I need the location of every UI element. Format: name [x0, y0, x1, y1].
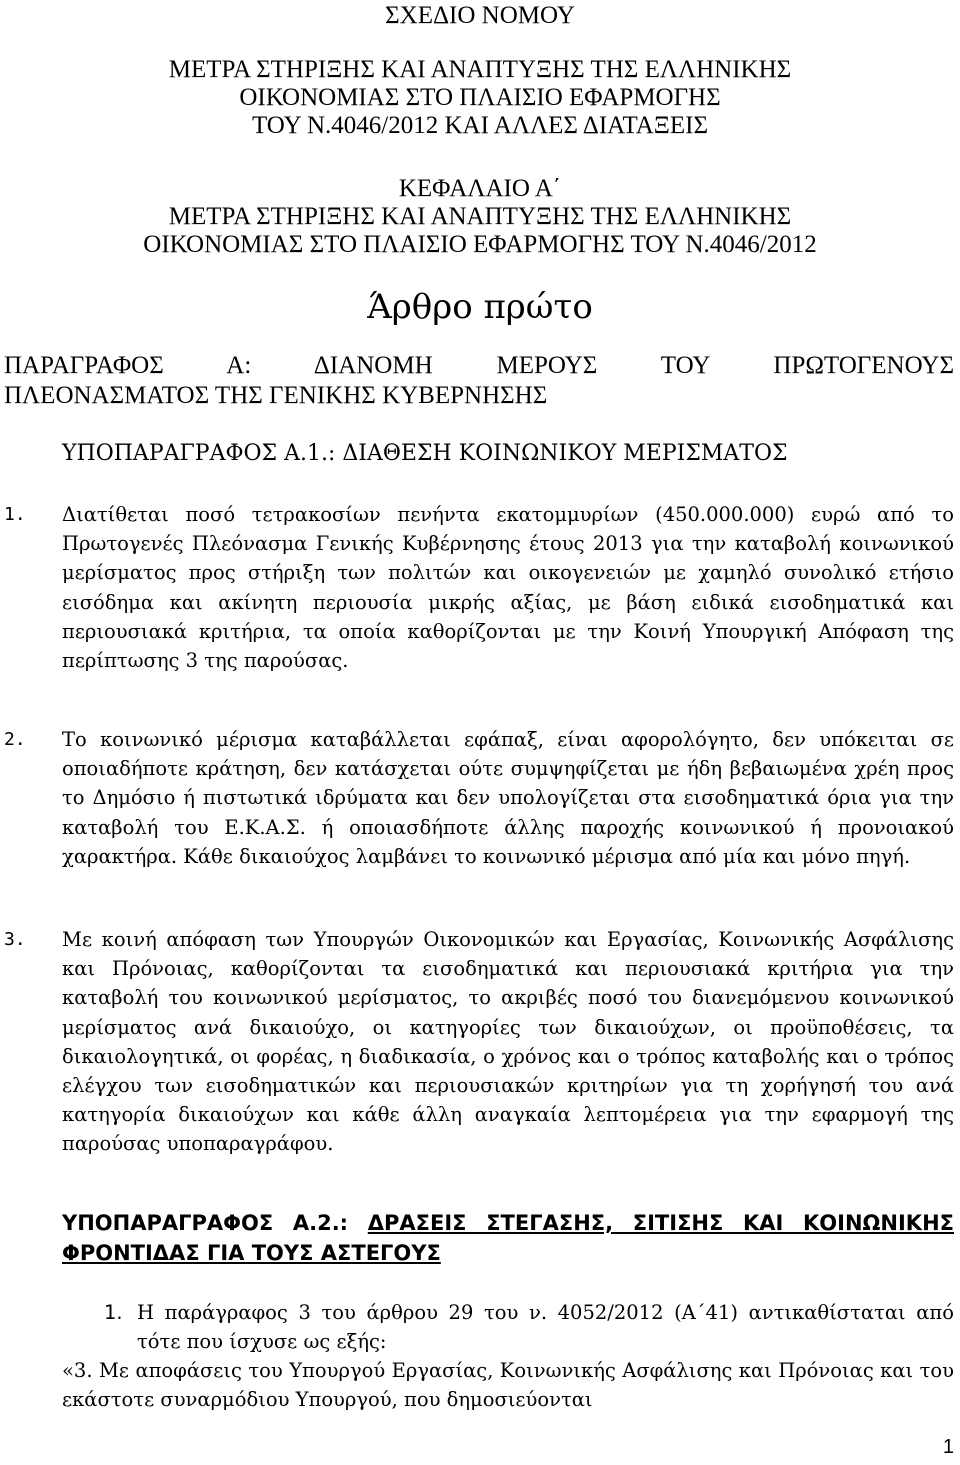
item-text: Το κοινωνικό μέρισμα καταβάλλεται εφάπαξ, είναι αφορολόγητο, δεν υπόκειται σε οποιαδήποτε κράτηση, δεν κατάσχεται ούτε συμψηφίζεται με ήδη βεβαιωμένα χρέη προς το Δημόσιο ή πιστωτικά ιδρύματα και δεν υπολογίζεται στα εισοδηματικά όρια για την καταβολή του Ε.Κ.Α.Σ. ή οποιασδήποτε άλλης παροχής κοινωνικού ή προνοιακού χαρακτήρα. Κάθε δικαιούχος λαμβάνει το κοινωνικό μέρισμα από μία και μόνο πηγή.	[62, 728, 954, 868]
item-text: Με κοινή απόφαση των Υπουργών Οικονομικών και Εργασίας, Κοινωνικής Ασφάλισης και Πρόνοιας, καθορίζονται τα εισοδηματικά και περιουσιακά κριτήρια για την καταβολή του κοινωνικού μερίσματος, το ακριβές ποσό του διανεμόμενου κοινωνικού μερίσματος ανά δικαιούχο, οι κατηγορίες των δικαιούχων, οι προϋποθέσεις, τα δικαιολογητικά, οι φορέας, η διαδικασία, ο χρόνος και ο τρόπος καταβολής και ο τρόπος ελέγχου των εισοδηματικών και περιουσιακών κριτηρίων για τη χορήγησή του ανά κατηγορία δικαιούχων και κάθε άλλη αναγκαία λεπτομέρεια για την εφαρμογή της παρούσας υποπαραγράφου.	[62, 928, 954, 1156]
law-title	[60, 56, 900, 140]
chapter-line: ΚΕΦΑΛΑΙΟ Α΄	[398, 175, 562, 202]
subparagraph-heading	[62, 1208, 954, 1268]
list-item	[4, 725, 954, 871]
paragraph-heading	[4, 351, 954, 411]
quoted-text: «3. Με αποφάσεις του Υπουργού Εργασίας, Κοινωνικής Ασφάλισης και Πρόνοιας και του εκάστοτε συναρμόδιου Υπουργού, που δημοσιεύονται	[62, 1359, 954, 1412]
item-number: 3.	[4, 929, 26, 950]
law-title-line: ΟΙΚΟΝΟΜΙΑΣ ΣΤΟ ΠΛΑΙΣΙΟ ΕΦΑΡΜΟΓΗΣ	[239, 84, 721, 111]
paragraph-heading-line: ΠΛΕΟΝΑΣΜΑΤΟΣ ΤΗΣ ΓΕΝΙΚΗΣ ΚΥΒΕΡΝΗΣΗΣ	[4, 382, 548, 409]
chapter-line: ΟΙΚΟΝΟΜΙΑΣ ΣΤΟ ΠΛΑΙΣΙΟ ΕΦΑΡΜΟΓΗΣ ΤΟΥ Ν.4046/2012	[143, 231, 817, 258]
list-item	[4, 500, 954, 675]
subparagraph-prefix: ΥΠΟΠΑΡΑΓΡΑΦΟΣ Α.2.:	[62, 1211, 368, 1235]
item-number: 1.	[104, 1301, 123, 1324]
law-title-line: ΜΕΤΡΑ ΣΤΗΡΙΞΗΣ ΚΑΙ ΑΝΑΠΤΥΞΗΣ ΤΗΣ ΕΛΛΗΝΙΚΗΣ	[168, 56, 792, 83]
chapter-line: ΜΕΤΡΑ ΣΤΗΡΙΞΗΣ ΚΑΙ ΑΝΑΠΤΥΞΗΣ ΤΗΣ ΕΛΛΗΝΙΚΗΣ	[168, 203, 792, 230]
subparagraph-title: ΔΡΑΣΕΙΣ ΣΤΕΓΑΣΗΣ, ΣΙΤΙΣΗΣ ΚΑΙ ΚΟΙΝΩΝΙΚΗΣ ΦΡΟΝΤΙΔΑΣ ΓΙΑ ΤΟΥΣ ΑΣΤΕΓΟΥΣ	[62, 1211, 954, 1265]
subparagraph-heading: ΥΠΟΠΑΡΑΓΡΑΦΟΣ Α.1.: ΔΙΑΘΕΣΗ ΚΟΙΝΩΝΙΚΟΥ ΜΕΡΙΣΜΑΤΟΣ	[62, 441, 788, 466]
list-item	[104, 1298, 954, 1356]
document-title: ΣΧΕΔΙΟ ΝΟΜΟΥ	[385, 2, 575, 29]
item-number: 1.	[4, 504, 26, 525]
paragraph-heading-line: ΠΑΡΑΓΡΑΦΟΣ Α: ΔΙΑΝΟΜΗ ΜΕΡΟΥΣ ΤΟΥ ΠΡΩΤΟΓΕΝΟΥΣ	[4, 352, 954, 379]
item-text: Διατίθεται ποσό τετρακοσίων πενήντα εκατομμυρίων (450.000.000) ευρώ από το Πρωτογενές Πλεόνασμα Γενικής Κυβέρνησης έτους 2013 για την καταβολή κοινωνικού μερίσματος προς στήριξη των πολιτών και οικογενειών με χαμηλό συνολικό ετήσιο εισόδημα και ακίνητη περιουσία μικρής αξίας, με βάση ειδικά εισοδηματικά και περιουσιακά κριτήρια, τα οποία καθορίζονται με την Κοινή Υπουργική Απόφαση της περίπτωσης 3 της παρούσας.	[62, 503, 954, 673]
chapter-heading	[60, 175, 900, 259]
page-number: 1	[942, 1436, 954, 1458]
item-text: Η παράγραφος 3 του άρθρου 29 του ν. 4052/2012 (Α΄41) αντικαθίσταται από τότε που ίσχυσε ως εξής:	[137, 1301, 954, 1354]
law-title-line: ΤΟΥ Ν.4046/2012 ΚΑΙ ΑΛΛΕΣ ΔΙΑΤΑΞΕΙΣ	[251, 112, 709, 139]
item-number: 2.	[4, 729, 26, 750]
list-item	[4, 925, 954, 1159]
article-heading: Άρθρο πρώτο	[367, 287, 593, 327]
